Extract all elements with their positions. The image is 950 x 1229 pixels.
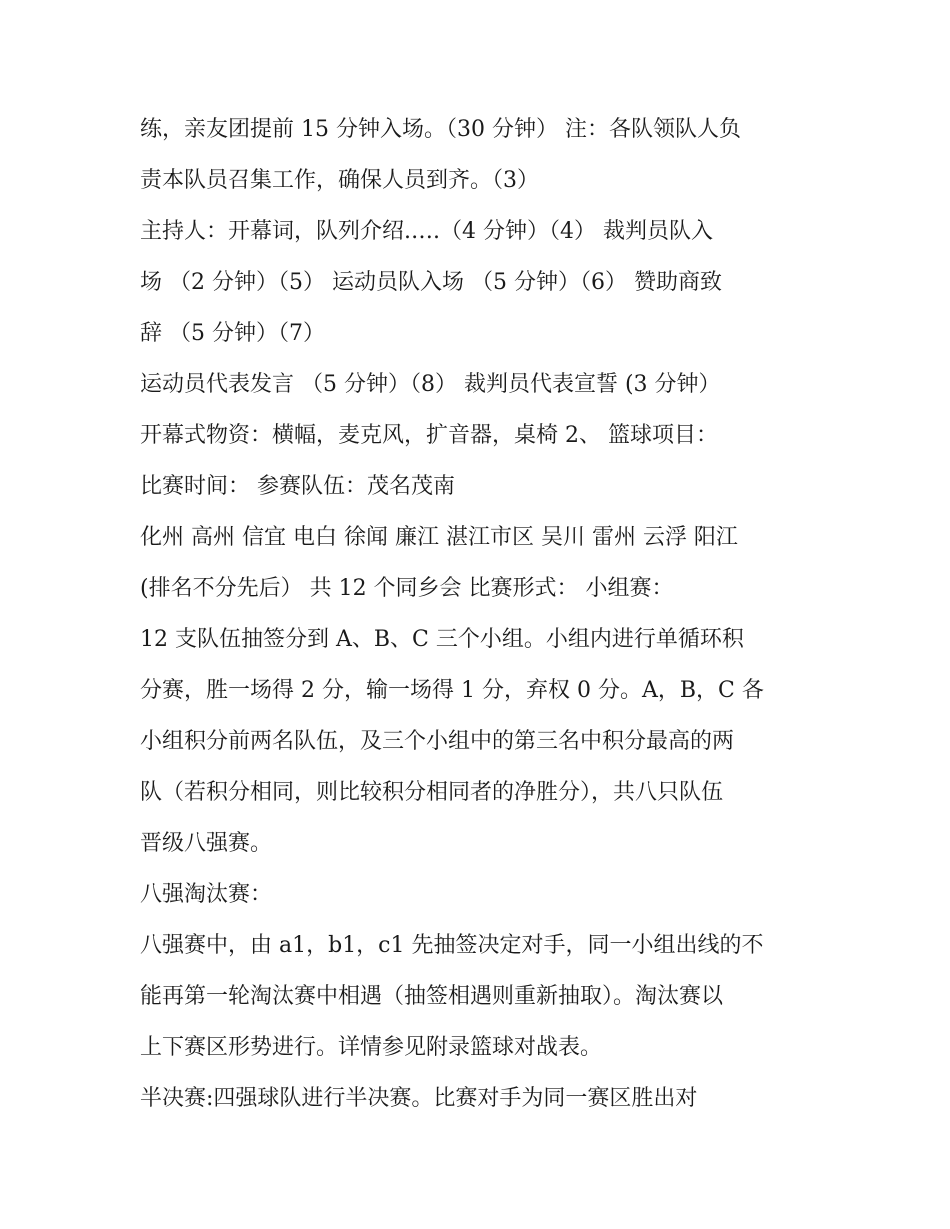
text-line: 练，亲友团提前 15 分钟入场。（30 分钟） 注：各队领队人负 [140,117,741,142]
document-body [140,104,820,1124]
text-line: 晋级八强赛。 [140,831,273,856]
text-line: 主持人：开幕词，队列介绍.….（4 分钟）（4） 裁判员队入 [140,219,713,244]
text-line: 比赛时间： 参赛队伍：茂名茂南 [140,474,455,499]
text-line: 八强赛中，由 a1，b1，c1 先抽签决定对手，同一小组出线的不 [140,933,764,958]
text-line: (排名不分先后） 共 12 个同乡会 比赛形式： 小组赛： [140,576,674,601]
text-line: 能再第一轮淘汰赛中相遇（抽签相遇则重新抽取）。淘汰赛以 [140,984,724,1009]
text-line: 12 支队伍抽签分到 A、B、C 三个小组。小组内进行单循环积 [140,627,744,652]
text-line: 上下赛区形势进行。详情参见附录篮球对战表。 [140,1035,603,1060]
text-line: 辞 （5 分钟）（7） [140,321,325,346]
text-line: 小组积分前两名队伍，及三个小组中的第三名中积分最高的两 [140,729,735,754]
text-line: 责本队员召集工作，确保人员到齐。（3） [140,168,539,193]
text-line: 场 （2 分钟）（5） 运动员队入场 （5 分钟）（6） 赞助商致 [140,270,722,295]
text-line: 队（若积分相同，则比较积分相同者的净胜分），共八只队伍 [140,780,724,805]
text-line: 运动员代表发言 （5 分钟）（8） 裁判员代表宣誓 (3 分钟） [140,372,721,397]
text-line: 八强淘汰赛： [140,882,273,907]
text-line: 开幕式物资：横幅，麦克风，扩音器，桌椅 2、 篮球项目： [140,423,718,448]
text-line: 半决赛:四强球队进行半决赛。比赛对手为同一赛区胜出对 [140,1086,698,1111]
text-line: 化州 高州 信宜 电白 徐闻 廉江 湛江市区 吴川 雷州 云浮 阳江 [140,525,738,550]
text-line: 分赛，胜一场得 2 分，输一场得 1 分，弃权 0 分。A，B，C 各 [140,678,764,703]
